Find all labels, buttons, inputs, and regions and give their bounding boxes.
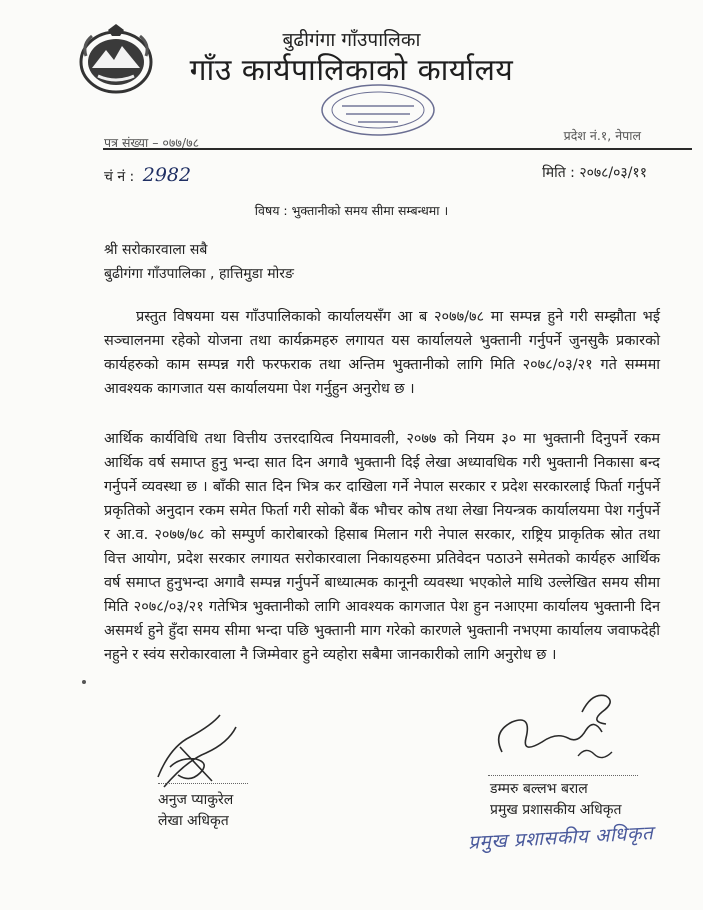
right-signature xyxy=(482,682,632,774)
office-stamp xyxy=(318,82,438,138)
body-paragraph-2: आर्थिक कार्यविधि तथा वित्तीय उत्तरदायित्व नियमावली, २०७७ को नियम ३० मा भुक्तानी दिनुपर्ने रकम आर्थिक वर्ष समाप्त हुनु भन्दा सात दिन अगावै भुक्तानी दिई लेखा अध्यावधिक गरी भुक्तानी निकासा बन्द गर्नुपर्ने व्यवस्था छ । बाँकी सात दिन भित्र कर दाखिला गर्ने नेपाल सरकार र प्रदेश सरकारलाई फिर्ता गर्नुपर्ने प्रकृतिको अनुदान रकम समेत फिर्ता गरी सोको बैंक भौचर कोष तथा लेखा नियन्त्रक कार्यालयमा पेश गर्नुपर्ने र आ.व. २०७७/७८ को सम्पुर्ण कारोबारको हिसाब मिलान गरी नेपाल सरकार, राष्ट्रिय प्राकृतिक स्रोत तथा वित्त आयोग, प्रदेश सरकार लगायत सरोकारवाला निकायहरुमा प्रतिवेदन पठाउने समेतको कार्यहरु आर्थिक वर्ष समाप्त हुनुभन्दा अगावै सम्पन्न गर्नुपर्ने बाध्यात्मक कानूनी व्यवस्था भएकोले माथि उल्लेखित समय सीमा मिति २०७८/०३/२१ गतेभित्र भुक्तानीको लागि आवश्यक कागजात पेश हुन नआएमा कार्यालय भुक्तानी दिन असमर्थ हुने हुँदा समय सीमा भन्दा पछि भुक्तानी माग गरेको कारणले भुक्तानी नभएमा कार्यालय जवाफदेही नहुने र स्वंय सरोकारवाला नै जिम्मेवार हुने व्यहोरा सबैमा जानकारीको लागि अनुरोध छ । xyxy=(104,431,660,663)
addressee-line-2: बुढीगंगा गाँउपालिका , हात्तिमुडा मोरङ xyxy=(104,266,294,282)
letter-number: पत्र संख्या – ०७७/७८ xyxy=(104,135,200,150)
right-signatory xyxy=(490,779,621,821)
addressee-line-1: श्री सरोकारवाला सबै xyxy=(104,242,208,258)
province-text: प्रदेश नं.१, नेपाल xyxy=(563,128,641,143)
right-signatory-name: डम्मरु बल्लभ बराल xyxy=(490,781,588,797)
left-signatory-title: लेखा अधिकृत xyxy=(158,813,229,829)
left-signature xyxy=(150,707,240,793)
margin-mark xyxy=(82,680,86,684)
office-title: गाँउ कार्यपालिकाको कार्यालय xyxy=(189,53,514,88)
header-divider xyxy=(103,148,692,150)
left-signature-line xyxy=(158,783,248,784)
reference-value: 2982 xyxy=(142,164,192,186)
left-signatory-name: अनुज प्याकुरेल xyxy=(158,792,234,808)
subject-line: विषय : भुक्तानीको समय सीमा सम्बन्धमा । xyxy=(254,203,449,218)
right-signature-line xyxy=(488,775,638,776)
left-signatory xyxy=(158,790,233,832)
body-paragraph-1: प्रस्तुत विषयमा यस गाँउपालिकाको कार्यालयसँग आ ब २०७७/७८ मा सम्पन्न हुने गरी सम्झौता भई सञ्चालनमा रहेको योजना तथा कार्यक्रमहरु लगायत यस कार्यालयले भुक्तानी गर्नुपर्ने जुनसुकै प्रकारको कार्यहरुको काम सम्पन्न गरी फरफराक तथा अन्तिम भुक्तानीको लागि मिति २०७८/०३/२१ गते सम्ममा आवश्यक कागजात यस कार्यालयमा पेश गर्नुहुन अनुरोध छ । xyxy=(104,309,660,397)
municipality-name: बुढीगंगा गाँउपालिका xyxy=(282,29,421,51)
reference-number xyxy=(104,164,191,186)
reference-label: चं नं : xyxy=(104,169,135,185)
designation-stamp: प्रमुख प्रशासकीय अधिकृत xyxy=(467,822,654,854)
addressee-block xyxy=(104,238,294,286)
right-signatory-title: प्रमुख प्रशासकीय अधिकृत xyxy=(490,802,622,818)
letter-date: मिति : २०७८/०३/११ xyxy=(542,165,647,181)
